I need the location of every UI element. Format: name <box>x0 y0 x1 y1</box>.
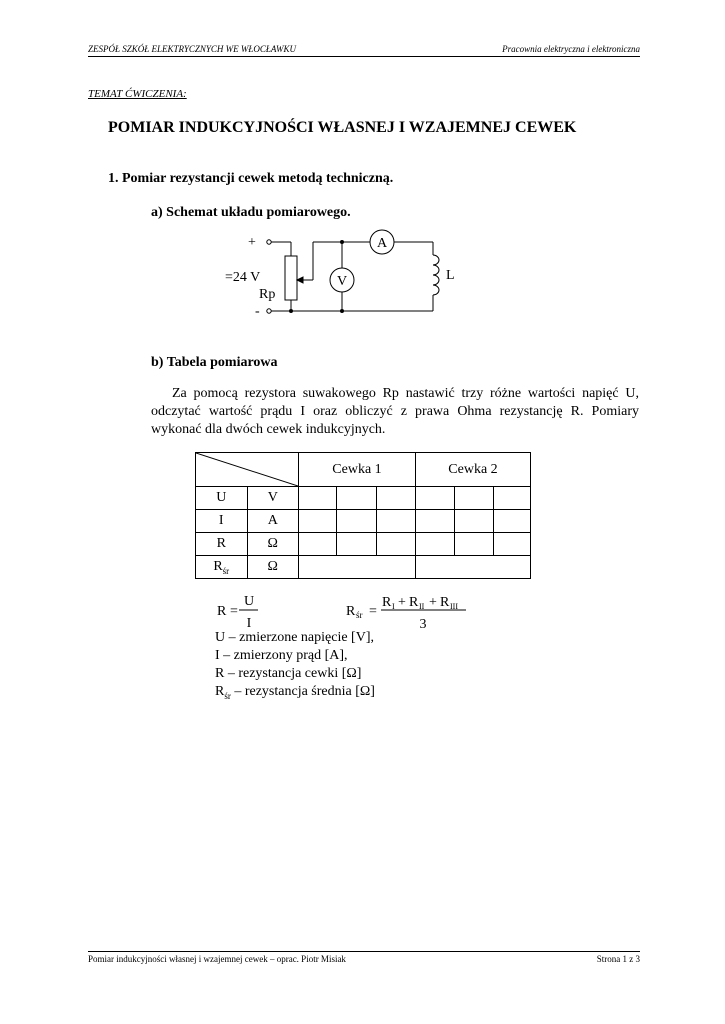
junction-top <box>340 240 344 244</box>
row-unit: V <box>247 487 299 510</box>
value-cell <box>455 487 493 510</box>
subsection-b-heading: b) Tabela pomiarowa <box>151 355 278 370</box>
legend-rsr: $R_{śr}$ – rezystancja średnia [Ω] <box>215 684 375 701</box>
coil-2-header: Cewka 2 <box>416 453 531 487</box>
avg-num-r3: R <box>440 595 450 610</box>
avg-num-sub1: I <box>392 602 395 611</box>
ohm-eq: = <box>230 604 238 619</box>
value-cell <box>376 510 415 533</box>
value-cell <box>299 487 337 510</box>
subsection-a-heading: a) Schemat układu pomiarowego. <box>151 205 351 220</box>
voltmeter-label: V <box>336 274 348 289</box>
formulas <box>210 590 480 635</box>
legend-i: I – zmierzony prąd [A], <box>215 648 348 663</box>
paragraph-line: Za pomocą rezystora suwakowego Rp nastawić trzy różne wartości napięć U, <box>172 386 639 401</box>
value-cell <box>493 510 530 533</box>
row-symbol-rsr: $R_{śr}$ <box>196 556 248 579</box>
circuit-diagram <box>200 225 470 325</box>
coil-1-header: Cewka 1 <box>299 453 416 487</box>
rp-label: Rp <box>259 287 276 302</box>
ammeter-label: A <box>376 236 388 251</box>
average-cell-coil-1 <box>299 556 416 579</box>
footer-rule <box>88 951 640 952</box>
value-cell <box>416 487 455 510</box>
avg-num-r1: R <box>382 595 392 610</box>
plus-label: + <box>248 235 256 250</box>
value-cell <box>455 533 493 556</box>
ohm-numerator: U <box>243 594 255 609</box>
avg-lhs-sub: śr <box>356 610 363 620</box>
value-cell <box>493 533 530 556</box>
header-school: ZESPÓŁ SZKÓŁ ELEKTRYCZNYCH WE WŁOCŁAWKU <box>88 44 297 54</box>
row-unit: Ω <box>247 556 299 579</box>
avg-num-sub2: II <box>419 602 425 611</box>
page-number: Strona 1 z 3 <box>596 954 640 964</box>
paragraph-line: odczytać wartość prądu I oraz obliczyć z prawa Ohma rezystancję R. Pomiary <box>151 404 639 419</box>
avg-num-r2: R <box>409 595 419 610</box>
junction-bottom-2 <box>289 309 293 313</box>
row-symbol: U <box>196 487 248 510</box>
section-1-heading: 1. Pomiar rezystancji cewek metodą techniczną. <box>108 171 394 186</box>
footer-title: Pomiar indukcyjności własnej i wzajemnej cewek – oprac. Piotr Misiak <box>88 954 346 964</box>
ohm-lhs: R <box>217 604 227 619</box>
value-cell <box>299 510 337 533</box>
avg-denominator: 3 <box>419 617 427 632</box>
value-cell <box>337 510 376 533</box>
average-cell-coil-2 <box>416 556 531 579</box>
value-cell <box>416 510 455 533</box>
avg-eq: = <box>369 604 377 619</box>
avg-num-plus1: + <box>398 595 406 610</box>
row-symbol: R <box>196 533 248 556</box>
header-rule <box>88 56 640 57</box>
value-cell <box>376 533 415 556</box>
topic-label: TEMAT ĆWICZENIA: <box>88 88 187 100</box>
document-title: POMIAR INDUKCYJNOŚCI WŁASNEJ I WZAJEMNEJ CEWEK <box>108 119 577 136</box>
inductor-coil <box>433 255 439 295</box>
diagonal-line <box>196 453 298 486</box>
legend-r: R – rezystancja cewki [Ω] <box>215 666 362 681</box>
row-symbol: I <box>196 510 248 533</box>
paragraph-line: wykonać dla dwóch cewek indukcyjnych. <box>151 422 386 437</box>
value-cell <box>493 487 530 510</box>
minus-label: - <box>255 304 260 319</box>
avg-num-sub3: III <box>450 602 458 611</box>
value-cell <box>455 510 493 533</box>
junction-bottom-1 <box>340 309 344 313</box>
value-cell <box>416 533 455 556</box>
ohm-denominator: I <box>246 616 252 631</box>
row-unit: A <box>247 510 299 533</box>
source-voltage-label: =24 V <box>225 270 261 285</box>
value-cell <box>376 487 415 510</box>
row-unit: Ω <box>247 533 299 556</box>
instruction-paragraph <box>151 385 639 439</box>
inductor-label: L <box>446 268 455 283</box>
value-cell <box>299 533 337 556</box>
measurement-table <box>195 452 531 579</box>
value-cell <box>337 533 376 556</box>
value-cell <box>337 487 376 510</box>
header-lab: Pracownia elektryczna i elektroniczna <box>502 44 640 54</box>
avg-lhs: R <box>346 604 356 619</box>
avg-num-plus2: + <box>429 595 437 610</box>
legend-u: U – zmierzone napięcie [V], <box>215 630 374 645</box>
rp-resistor <box>285 256 297 300</box>
diagonal-corner-cell <box>196 453 299 487</box>
